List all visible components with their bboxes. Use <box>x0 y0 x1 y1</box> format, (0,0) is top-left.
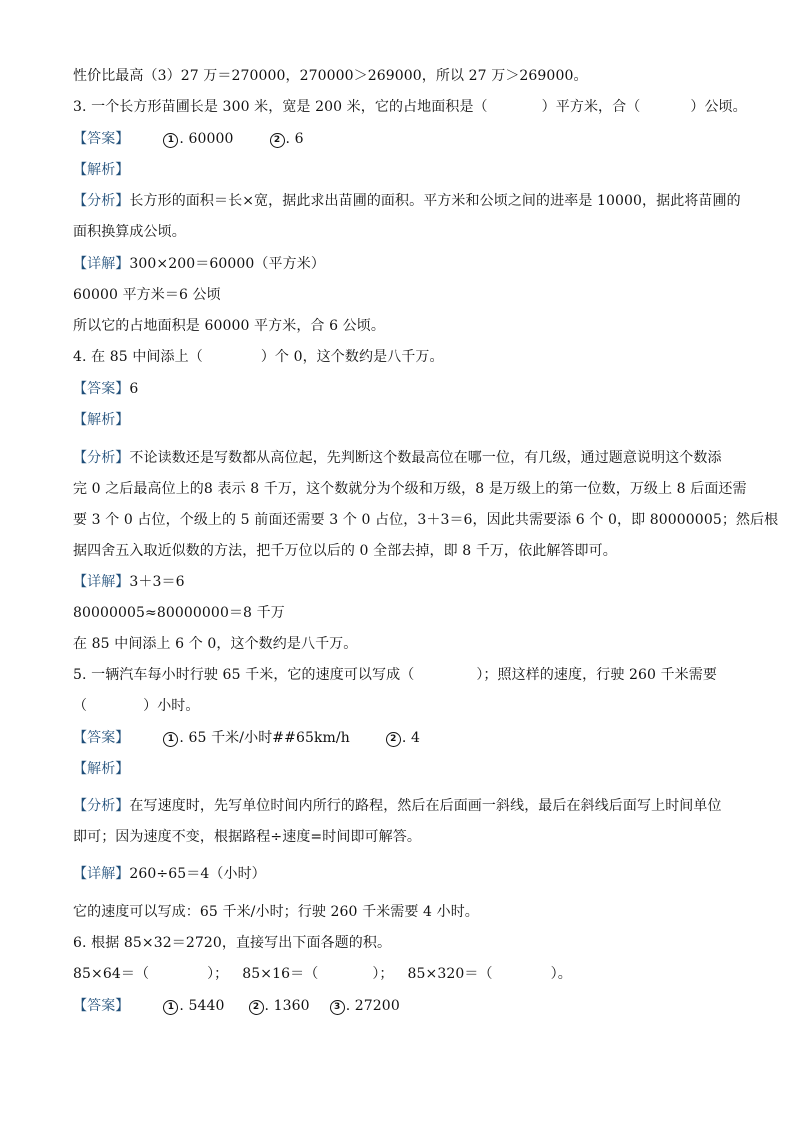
analysis-line <box>73 223 746 241</box>
detail-text: 300×200＝60000（平方米） <box>129 256 325 272</box>
circled-number-icon: 1 <box>163 1000 178 1015</box>
analysis-text: 据四舍五入取近似数的方法，把千万位以后的 0 全部去掉，即 8 千万，依此解答即可。 <box>73 543 617 559</box>
circled-number-icon: 3 <box>330 1000 345 1015</box>
answer-value: . 5440 <box>179 998 225 1014</box>
detail-tag: 【详解】 <box>73 574 130 590</box>
question-6-expressions <box>73 965 746 983</box>
question-text: ）；照这样的速度，行驶 260 千米需要 <box>476 667 717 683</box>
detail-text: 60000 平方米＝6 公顷 <box>73 287 221 303</box>
analysis-text: 在写速度时，先写单位时间内所行的路程，然后在后面画一斜线，最后在斜线后面写上时间单位 <box>129 798 722 814</box>
answer-line <box>73 997 746 1015</box>
circled-number-icon: 2 <box>270 133 285 148</box>
detail-text: 在 85 中间添上 6 个 0，这个数约是八千万。 <box>73 636 358 652</box>
expression-text: 85×320＝（ <box>407 966 493 982</box>
detail-text: 它的速度可以写成：65 千米/小时；行驶 260 千米需要 4 小时。 <box>73 904 479 920</box>
answer-tag: 【答案】 <box>73 131 130 147</box>
analysis-text: 完 0 之后最高位上的8 表示 8 千万，这个数就分为个级和万级，8 是万级上的第一位数，万级上 8 后面还需 <box>73 481 747 497</box>
analysis-text: 要 3 个 0 占位，个级上的 5 前面还需要 3 个 0 占位，3＋3＝6，因此共需要添 6 个 0，即 80000005；然后根 <box>73 512 779 528</box>
answer-tag: 【答案】 <box>73 998 130 1014</box>
analysis-text: 长方形的面积＝长×宽，据此求出苗圃的面积。平方米和公顷之间的进率是 10000，据此将苗圃的 <box>129 193 741 209</box>
analysis-tag: 【解析】 <box>73 162 130 178</box>
analysis-line <box>73 192 746 210</box>
answer-tag: 【答案】 <box>73 730 130 746</box>
analysis-line <box>73 480 746 498</box>
circled-number-icon: 2 <box>249 1000 264 1015</box>
detail-tag: 【详解】 <box>73 256 130 272</box>
expression-text: 85×16＝（ <box>242 966 319 982</box>
answer-value: . 4 <box>401 730 420 746</box>
question-text: （ <box>73 698 88 714</box>
question-4 <box>73 348 746 366</box>
answer-tag: 【答案】 <box>73 381 130 397</box>
answer-line <box>73 729 746 747</box>
circled-number-icon: 1 <box>163 732 178 747</box>
detail-line <box>73 573 746 591</box>
question-text: 6. 根据 85×32＝2720，直接写出下面各题的积。 <box>73 935 392 951</box>
expression-text: ）； <box>372 966 394 982</box>
detail-line <box>73 286 746 304</box>
analysis-sub-tag: 【分析】 <box>73 193 130 209</box>
question-text: 3. 一个长方形苗圃长是 300 米，宽是 200 米，它的占地面积是（ <box>73 99 488 115</box>
analysis-line <box>73 828 746 846</box>
detail-line <box>73 317 746 335</box>
analysis-line <box>73 542 746 560</box>
question-3 <box>73 98 746 116</box>
question-5 <box>73 666 746 684</box>
analysis-line <box>73 511 779 529</box>
question-text: 5. 一辆汽车每小时行驶 65 千米，它的速度可以写成（ <box>73 667 415 683</box>
detail-tag: 【详解】 <box>73 866 130 882</box>
analysis-line <box>73 449 746 467</box>
analysis-heading <box>73 161 746 179</box>
analysis-sub-tag: 【分析】 <box>73 450 130 466</box>
circled-number-icon: 2 <box>386 732 401 747</box>
question-text: ）小时。 <box>143 698 200 714</box>
answer-value: . 6 <box>285 131 304 147</box>
detail-line <box>73 604 746 622</box>
analysis-heading <box>73 411 746 429</box>
detail-line <box>73 635 746 653</box>
analysis-tag: 【解析】 <box>73 412 130 428</box>
detail-line <box>73 903 746 921</box>
text-line <box>73 67 746 85</box>
detail-line <box>73 865 746 883</box>
analysis-tag: 【解析】 <box>73 761 130 777</box>
question-6 <box>73 934 746 952</box>
answer-line <box>73 380 746 398</box>
analysis-heading <box>73 760 746 778</box>
answer-value: . 65 千米/小时##65km/h <box>179 730 350 746</box>
analysis-sub-tag: 【分析】 <box>73 798 130 814</box>
expression-text: ）； <box>207 966 229 982</box>
analysis-text: 即可；因为速度不变，根据路程÷速度=时间即可解答。 <box>73 829 421 845</box>
answer-value: . 1360 <box>264 998 310 1014</box>
analysis-text: 面积换算成公顷。 <box>73 224 186 240</box>
answer-value: . 27200 <box>345 998 400 1014</box>
detail-text: 260÷65＝4（小时） <box>129 866 266 882</box>
expression-text: 85×64＝（ <box>73 966 150 982</box>
question-text: ）个 0，这个数约是八千万。 <box>260 349 444 365</box>
question-text: 4. 在 85 中间添上（ <box>73 349 203 365</box>
analysis-text: 不论读数还是写数都从高位起，先判断这个数最高位在哪一位，有几级，通过题意说明这个数添 <box>129 450 722 466</box>
expression-text: ）。 <box>550 966 572 982</box>
question-5-cont <box>73 697 746 715</box>
detail-text: 80000005≈80000000＝8 千万 <box>73 605 285 621</box>
question-text: ）公顷。 <box>690 99 747 115</box>
circled-number-icon: 1 <box>163 133 178 148</box>
answer-value: . 60000 <box>179 131 234 147</box>
question-text: ）平方米，合（ <box>541 99 641 115</box>
answer-line <box>73 130 746 148</box>
detail-text: 3＋3＝6 <box>129 574 185 590</box>
text-span: 性价比最高（3）27 万＝270000，270000＞269000，所以 27 万＞269000。 <box>73 68 588 84</box>
analysis-line <box>73 797 746 815</box>
detail-line <box>73 255 746 273</box>
detail-text: 所以它的占地面积是 60000 平方米，合 6 公顷。 <box>73 318 385 334</box>
answer-value: 6 <box>129 381 139 397</box>
